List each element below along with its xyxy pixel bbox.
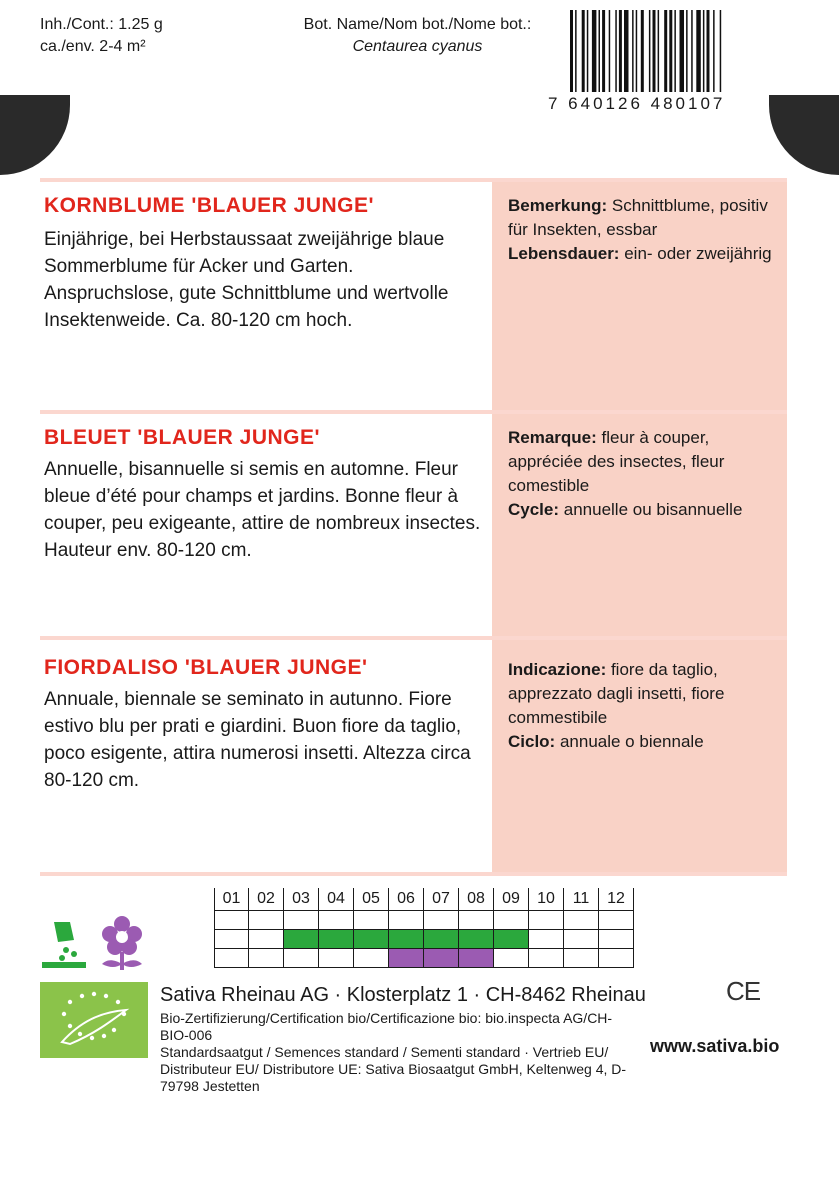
note-text: annuale o biennale: [555, 732, 704, 751]
calendar-cell: [249, 930, 284, 948]
section-notes-fr: [508, 426, 783, 522]
legal-info: [160, 1010, 640, 1095]
notes-panel: [492, 182, 787, 872]
divider-top: [40, 178, 787, 182]
calendar-cell: [284, 930, 319, 948]
note-label: Ciclo:: [508, 732, 556, 751]
section-title-it: FIORDALISO 'BLAUER JUNGE': [44, 656, 368, 679]
section-title-fr: BLEUET 'BLAUER JUNGE': [44, 426, 321, 449]
company-address: Sativa Rheinau AG · Klosterplatz 1 · CH-8462 Rheinau: [160, 984, 646, 1006]
sowing-icon: [40, 918, 88, 970]
sowing-flowering-calendar: [214, 888, 634, 968]
calendar-cell: [214, 911, 249, 929]
note-label: Indicazione:: [508, 660, 607, 679]
calendar-month-label: 06: [389, 888, 424, 910]
certification-text: Bio-Zertifizierung/Certification bio/Certificazione bio: bio.inspecta AG/CH-BIO-006: [160, 1010, 613, 1043]
calendar-month-label: 09: [494, 888, 529, 910]
contents-info: [40, 14, 163, 58]
calendar-cell: [459, 911, 494, 929]
calendar-month-label: 11: [564, 888, 599, 910]
note-text: ein- oder zweijährig: [619, 244, 772, 263]
calendar-cell: [249, 949, 284, 967]
calendar-row-blank: [214, 910, 634, 929]
note-text: Schnittblume, positiv für Insekten, essbar: [508, 196, 768, 239]
calendar-month-label: 02: [249, 888, 284, 910]
botanical-name-value: Centaurea cyanus: [352, 38, 483, 55]
divider-2: [40, 636, 787, 640]
calendar-cell: [424, 949, 459, 967]
barcode-number: 7 640126 480107: [548, 94, 726, 113]
calendar-cell: [599, 911, 634, 929]
calendar-cell: [284, 911, 319, 929]
note-label: Bemerkung:: [508, 196, 608, 215]
calendar-month-label: 04: [319, 888, 354, 910]
note-text: fleur à couper, appréciée des insectes, fleur comestible: [508, 428, 725, 495]
calendar-cell: [459, 930, 494, 948]
calendar-cell: [494, 911, 529, 929]
calendar-cell: [599, 930, 634, 948]
calendar-cell: [564, 949, 599, 967]
section-title-de: KORNBLUME 'BLAUER JUNGE': [44, 194, 374, 217]
calendar-row-sowing: [214, 929, 634, 948]
calendar-cell: [529, 949, 564, 967]
calendar-cell: [319, 949, 354, 967]
note-text: fiore da taglio, apprezzato dagli insetti, fiore commestibile: [508, 660, 725, 727]
calendar-cell: [564, 930, 599, 948]
calendar-cell: [494, 949, 529, 967]
ce-mark: CE: [726, 976, 761, 1006]
note-label: Lebensdauer:: [508, 244, 620, 263]
calendar-cell: [424, 930, 459, 948]
calendar-month-label: 10: [529, 888, 564, 910]
calendar-cell: [249, 911, 284, 929]
calendar-month-label: 08: [459, 888, 494, 910]
calendar-cell: [319, 911, 354, 929]
note-label: Remarque:: [508, 428, 597, 447]
calendar-cell: [459, 949, 494, 967]
section-notes-it: [508, 658, 783, 754]
botanical-name-label: Bot. Name/Nom bot./Nome bot.:: [303, 16, 532, 33]
calendar-cell: [564, 911, 599, 929]
calendar-cell: [389, 911, 424, 929]
divider-1: [40, 410, 787, 414]
calendar-cell: [389, 930, 424, 948]
calendar-cell: [389, 949, 424, 967]
calendar-months: [214, 888, 634, 910]
calendar-row-flowering: [214, 948, 634, 968]
packet-notch-left: [0, 95, 70, 175]
calendar-cell: [319, 930, 354, 948]
website-link: www.sativa.bio: [650, 1036, 780, 1056]
calendar-cell: [529, 911, 564, 929]
note-label: Cycle:: [508, 500, 560, 519]
divider-bottom: [40, 872, 787, 876]
contents-weight: Inh./Cont.: 1.25 g: [40, 16, 163, 33]
calendar-month-label: 01: [214, 888, 249, 910]
section-text-fr: Annuelle, bisannuelle si semis en automne. Fleur bleue d’été pour champs et jardins. Bonne fleur à couper, peu exigeante, attire de nombreux insectes. Hauteur env. 80-120 cm.: [44, 459, 481, 561]
calendar-cell: [354, 949, 389, 967]
calendar-month-label: 05: [354, 888, 389, 910]
calendar-month-label: 07: [424, 888, 459, 910]
eu-organic-leaf-logo: [40, 982, 148, 1058]
contents-area: ca./env. 2-4 m²: [40, 38, 146, 55]
calendar-cell: [529, 930, 564, 948]
section-text-de: Einjährige, bei Herbstaussaat zweijährige blaue Sommerblume für Acker und Garten. Anspruchslose, gute Schnittblume und wertvolle Insektenweide. Ca. 80-120 cm hoch.: [44, 229, 449, 331]
calendar-cell: [424, 911, 459, 929]
flower-icon: [96, 914, 148, 972]
calendar-cell: [494, 930, 529, 948]
calendar-cell: [354, 930, 389, 948]
note-text: annuelle ou bisannuelle: [559, 500, 743, 519]
calendar-cell: [214, 930, 249, 948]
calendar-cell: [354, 911, 389, 929]
botanical-name: [300, 14, 535, 58]
calendar-cell: [214, 949, 249, 967]
distribution-text: Standardsaatgut / Semences standard / Sementi standard · Vertrieb EU/ Distributeur EU/ Distributore UE: Sativa Biosaatgut GmbH, Keltenweg 4, D-79798 Jestetten: [160, 1044, 627, 1094]
calendar-month-label: 03: [284, 888, 319, 910]
calendar-cell: [284, 949, 319, 967]
calendar-cell: [599, 949, 634, 967]
barcode: [570, 10, 780, 92]
section-notes-de: [508, 194, 783, 266]
calendar-month-label: 12: [599, 888, 634, 910]
section-text-it: Annuale, biennale se seminato in autunno. Fiore estivo blu per prati e giardini. Buon fiore da taglio, poco esigente, attira numerosi insetti. Altezza circa 80-120 cm.: [44, 689, 471, 791]
